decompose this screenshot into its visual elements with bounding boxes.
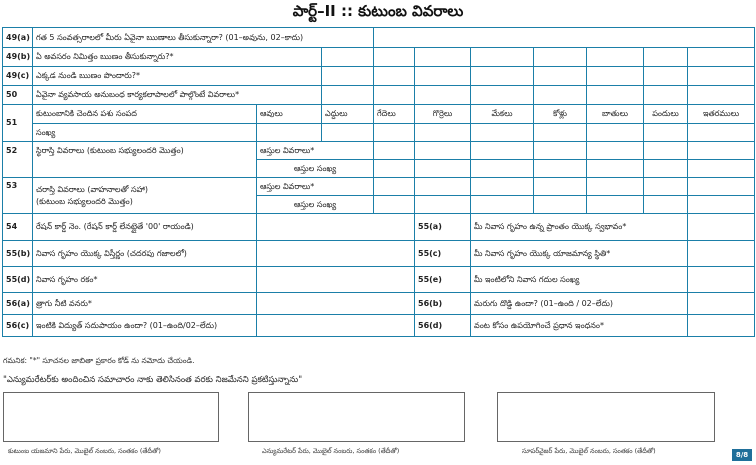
question-label: ఏ అవసరం నిమిత్తం ఋణం తీసుకున్నారు?* [33,48,322,67]
question-label: మీ నివాస గృహం ఉన్న ప్రాంతం యొక్క స్వభావం* [471,214,688,241]
answer-cell[interactable] [688,67,755,86]
answer-cell[interactable] [374,67,415,86]
table-row [3,214,755,241]
answer-cell[interactable] [644,142,688,160]
answer-cell[interactable] [688,293,755,315]
row-number: 52 [3,142,33,178]
row-number: 55(a) [415,214,471,241]
answer-cell[interactable] [415,142,471,160]
answer-cell[interactable] [534,196,587,214]
answer-cell[interactable] [471,196,534,214]
sub-label: ఆస్తుల సంఖ్య [257,196,374,214]
answer-cell[interactable] [257,241,415,267]
livestock-header: మేకలు [471,105,534,124]
answer-cell[interactable] [415,67,471,86]
row-number: 55(c) [415,241,471,267]
row-number: 49(b) [3,48,33,67]
answer-cell[interactable] [534,160,587,178]
question-label: కుటుంబానికి చెందిన పశు సంపద [33,105,257,124]
answer-cell[interactable] [587,48,644,67]
row-number: 56(d) [415,315,471,337]
head-signature-box[interactable] [3,392,219,442]
answer-cell[interactable] [415,160,471,178]
table-row [3,315,755,337]
page-number-badge: 8/8 [732,449,752,461]
answer-cell[interactable] [374,48,415,67]
table-row [3,267,755,293]
question-label: ఏవైనా వ్యవసాయ అనుబంధ కార్యకలాపాలలో పాల్గొంటే వివరాలు* [33,86,322,105]
answer-cell[interactable] [688,142,755,160]
table-row [3,105,755,124]
answer-cell[interactable] [587,67,644,86]
answer-cell[interactable] [257,315,415,337]
answer-cell[interactable] [471,178,534,196]
answer-cell[interactable] [587,124,644,142]
question-label: నివాస గృహం రకం* [33,267,257,293]
livestock-header: బాతులు [587,105,644,124]
question-label: మీ ఇంటిలోని నివాస గదుల సంఖ్య [471,267,688,293]
answer-cell[interactable] [471,124,534,142]
row-number: 50 [3,86,33,105]
answer-cell[interactable] [644,67,688,86]
question-label: మరుగు దొడ్డి ఉందా? (01–ఉంది / 02–లేదు) [471,293,688,315]
table-row [3,67,755,86]
livestock-header: గొర్రెలు [415,105,471,124]
answer-cell[interactable] [587,86,644,105]
enumerator-signature-caption: ఎన్యుమరేటర్ పేరు, మొబైల్ నంబరు, సంతకం (తేదీతో) [262,447,400,455]
answer-cell[interactable] [322,67,374,86]
answer-cell[interactable] [415,196,471,214]
page-title: పార్ట్–II :: కుటుంబ వివరాలు [292,2,464,20]
question-label: మీ నివాస గృహం యొక్క యాజమాన్య స్థితి* [471,241,688,267]
row-number: 55(d) [3,267,33,293]
answer-cell[interactable] [257,124,322,142]
answer-cell[interactable] [688,315,755,337]
table-row [3,48,755,67]
answer-cell[interactable] [644,48,688,67]
answer-cell[interactable] [374,86,415,105]
answer-cell[interactable] [688,241,755,267]
table-row [3,142,755,160]
answer-cell[interactable] [534,86,587,105]
answer-cell[interactable] [644,124,688,142]
answer-cell[interactable] [374,196,415,214]
declaration-text: "ఎన్యుమరేటర్‌కు అందించిన సమాచారం నాకు తెలిసినంత వరకు నిజమేనని ప్రకటిస్తున్నాను" [3,375,303,385]
table-row [3,124,755,142]
enumerator-signature-box[interactable] [248,392,465,442]
supervisor-signature-caption: సూపర్‌వైజర్ పేరు, మొబైల్ నంబరు, సంతకం (తేదీతో) [522,447,656,455]
answer-cell[interactable] [471,142,534,160]
row-number: 53 [3,178,33,214]
answer-cell[interactable] [471,86,534,105]
answer-cell[interactable] [644,196,688,214]
table-row [3,86,755,105]
question-label: ఎక్కడ నుండి ఋణం పొందారు?* [33,67,322,86]
supervisor-signature-box[interactable] [497,392,715,442]
answer-cell[interactable] [644,160,688,178]
answer-cell[interactable] [374,28,755,48]
question-label: గత 5 సంవత్సరాలలో మీరు ఏవైనా ఋణాలు తీసుకున్నారా? (01–అవును, 02–కాదు) [33,28,374,48]
answer-cell[interactable] [374,160,415,178]
answer-cell[interactable] [322,86,374,105]
answer-cell[interactable] [415,178,471,196]
answer-cell[interactable] [415,48,471,67]
answer-cell[interactable] [534,124,587,142]
answer-cell[interactable] [471,67,534,86]
answer-cell[interactable] [688,267,755,293]
answer-cell[interactable] [587,196,644,214]
answer-cell[interactable] [374,124,415,142]
head-signature-caption: కుటుంబ యజమాని పేరు, మొబైల్ నంబరు, సంతకం (తేదీతో) [8,447,161,455]
row-number: 56(b) [415,293,471,315]
livestock-header: పందులు [644,105,688,124]
answer-cell[interactable] [688,124,755,142]
sub-label: ఆస్తుల వివరాలు* [257,178,374,196]
answer-cell[interactable] [688,178,755,196]
answer-cell[interactable] [374,142,415,160]
code-note: గమనిక: "*" సూచనల జాబితా ప్రకారం కోడ్ ను నమోదు చేయండి. [3,356,195,365]
answer-cell[interactable] [587,178,644,196]
question-label [33,178,257,214]
answer-cell[interactable] [688,196,755,214]
question-label: సంఖ్య [33,124,257,142]
answer-cell[interactable] [415,124,471,142]
household-details-table [2,27,755,337]
sub-label: ఆస్తుల వివరాలు* [257,142,374,160]
question-line: చరాస్తి వివరాలు (వాహనాలతో సహా) [36,184,148,194]
answer-cell[interactable] [688,160,755,178]
row-number: 55(b) [3,241,33,267]
row-number: 55(e) [415,267,471,293]
table-row [3,28,755,48]
answer-cell[interactable] [257,267,415,293]
livestock-header: ఆవులు [257,105,322,124]
answer-cell[interactable] [688,48,755,67]
row-number: 49(a) [3,28,33,48]
question-line: (కుటుంబ సభ్యులందరి మొత్తం) [36,197,133,206]
row-number: 56(a) [3,293,33,315]
row-number: 51 [3,105,33,142]
answer-cell[interactable] [322,124,374,142]
question-label: నివాస గృహం యొక్క విస్తీర్ణం (చదరపు గజాలలో) [33,241,257,267]
row-number: 56(c) [3,315,33,337]
question-label: రేషన్ కార్డ్ నెం. (రేషన్ కార్డ్ లేనట్లైతే '00' రాయండి) [33,214,257,241]
answer-cell[interactable] [471,160,534,178]
livestock-header: కోళ్లు [534,105,587,124]
livestock-header: గేదెలు [374,105,415,124]
question-label: స్థిరాస్తి వివరాలు (కుటుంబ సభ్యులందరి మొత్తం) [33,142,257,178]
livestock-header: ఎద్దులు [322,105,374,124]
answer-cell[interactable] [534,48,587,67]
livestock-header: ఇతరములు [688,105,755,124]
answer-cell[interactable] [644,86,688,105]
answer-cell[interactable] [415,86,471,105]
answer-cell[interactable] [587,160,644,178]
answer-cell[interactable] [644,178,688,196]
answer-cell[interactable] [374,178,415,196]
table-row [3,293,755,315]
answer-cell[interactable] [688,214,755,241]
table-row [3,241,755,267]
sub-label: ఆస్తుల సంఖ్య [257,160,374,178]
answer-cell[interactable] [257,214,415,241]
row-number: 54 [3,214,33,241]
question-label: ఇంటికి విద్యుత్ సదుపాయం ఉందా? (01–ఉంది/02–లేదు) [33,315,257,337]
answer-cell[interactable] [322,48,374,67]
question-label: వంట కోసం ఉపయోగించే ప్రధాన ఇంధనం* [471,315,688,337]
answer-cell[interactable] [471,48,534,67]
answer-cell[interactable] [257,293,415,315]
answer-cell[interactable] [534,67,587,86]
answer-cell[interactable] [534,142,587,160]
question-label: త్రాగు నీటి వనరు* [33,293,257,315]
answer-cell[interactable] [688,86,755,105]
row-number: 49(c) [3,67,33,86]
table-row [3,178,755,196]
answer-cell[interactable] [587,142,644,160]
answer-cell[interactable] [534,178,587,196]
